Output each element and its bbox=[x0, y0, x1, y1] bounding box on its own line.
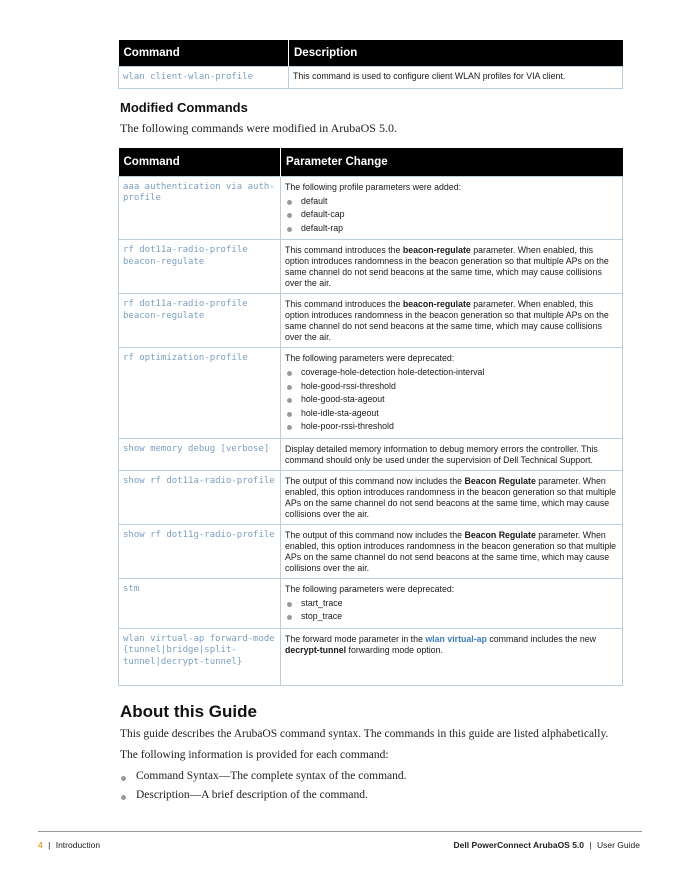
column-header-command: Command bbox=[119, 148, 281, 176]
cell-text: The following parameters were deprecated: bbox=[285, 583, 455, 594]
list-item: Command Syntax—The complete syntax of the command. bbox=[120, 770, 407, 782]
modified-commands-table bbox=[118, 148, 623, 686]
table-row bbox=[119, 470, 623, 524]
command-cell: wlan client-wlan-profile bbox=[119, 66, 289, 88]
command-cell: stm bbox=[119, 578, 281, 628]
table-header-row bbox=[119, 40, 623, 66]
parameter-name: decrypt-tunnel bbox=[285, 644, 347, 655]
column-header-command: Command bbox=[119, 40, 289, 66]
cell-text: parameter. When enabled, this option introduces randomness in the beacon generation so that multiple APs on the same channel do not send beacons at the same time, which may cause collisions over the air. bbox=[285, 299, 609, 342]
table-row bbox=[119, 294, 623, 348]
list-item: Description—A brief description of the command. bbox=[120, 789, 368, 801]
cell-text: parameter. When enabled, this option introduces randomness in the beacon generation so that multiple APs on the same channel do not send beacons at the same time, which may cause collisions over the air. bbox=[285, 529, 617, 573]
bullet-list bbox=[285, 597, 618, 624]
section-heading-modified-commands: Modified Commands bbox=[120, 100, 248, 115]
about-guide-paragraph: The following information is provided for each command: bbox=[120, 749, 389, 761]
parameter-name: Beacon Regulate bbox=[464, 475, 536, 486]
parameter-change-cell: Display detailed memory information to debug memory errors the controller. This command should only be used under the supervision of Dell Technical Support. bbox=[281, 438, 623, 470]
command-cell: show rf dot11g-radio-profile bbox=[119, 524, 281, 578]
cell-text: The following parameters were deprecated: bbox=[285, 353, 455, 363]
parameter-change-cell bbox=[281, 524, 623, 578]
cell-text: forwarding mode option. bbox=[346, 644, 443, 655]
column-header-parameter-change: Parameter Change bbox=[281, 148, 623, 176]
description-cell: This command is used to configure client WLAN profiles for VIA client. bbox=[289, 66, 623, 88]
list-item: default-rap bbox=[285, 222, 618, 236]
parameter-name: Beacon Regulate bbox=[464, 529, 536, 540]
cell-text: This command introduces the bbox=[285, 245, 403, 255]
footer-divider bbox=[38, 831, 642, 832]
command-cell: show rf dot11a-radio-profile bbox=[119, 470, 281, 524]
cell-text: command includes the new bbox=[486, 633, 596, 644]
footer-chapter: Introduction bbox=[55, 840, 101, 850]
list-item: default-cap bbox=[285, 208, 618, 222]
about-guide-paragraph: This guide describes the ArubaOS command syntax. The commands in this guide are listed alphabetically. bbox=[120, 728, 609, 740]
table-row bbox=[119, 438, 623, 470]
command-cell: rf optimization-profile bbox=[119, 348, 281, 439]
table-row bbox=[119, 240, 623, 294]
footer-separator: | bbox=[589, 840, 592, 850]
footer-separator: | bbox=[48, 840, 51, 850]
page-number: 4 bbox=[38, 840, 43, 850]
footer-product: Dell PowerConnect ArubaOS 5.0 bbox=[453, 840, 585, 850]
table-row bbox=[119, 628, 623, 685]
list-item: default bbox=[285, 195, 618, 209]
parameter-name: beacon-regulate bbox=[402, 299, 471, 309]
table-row bbox=[119, 348, 623, 439]
command-cell: show memory debug [verbose] bbox=[119, 438, 281, 470]
footer-left bbox=[38, 840, 100, 850]
list-item: coverage-hole-detection hole-detection-interval bbox=[285, 366, 618, 380]
list-item: hole-idle-sta-ageout bbox=[285, 407, 618, 421]
list-item: stop_trace bbox=[285, 610, 618, 624]
table-row bbox=[119, 66, 623, 88]
cell-text: parameter. When enabled, this option introduces randomness in the beacon generation so that multiple APs on the same channel do not send beacons at the same time, which may cause collisions over the air. bbox=[285, 245, 609, 288]
wlan-virtual-ap-link[interactable]: wlan virtual-ap bbox=[425, 633, 487, 644]
parameter-name: beacon-regulate bbox=[402, 245, 471, 255]
new-commands-table bbox=[118, 40, 623, 89]
footer-doc-type: User Guide bbox=[597, 840, 640, 850]
column-header-description: Description bbox=[289, 40, 623, 66]
bullet-list bbox=[285, 366, 618, 434]
list-item: start_trace bbox=[285, 597, 618, 611]
list-item: hole-poor-rssi-threshold bbox=[285, 420, 618, 434]
table-row bbox=[119, 524, 623, 578]
list-item: hole-good-sta-ageout bbox=[285, 393, 618, 407]
table-row bbox=[119, 176, 623, 240]
parameter-change-cell bbox=[281, 176, 623, 240]
command-cell: rf dot11a-radio-profile beacon-regulate bbox=[119, 294, 281, 348]
list-item: hole-good-rssi-threshold bbox=[285, 380, 618, 394]
cell-text: parameter. When enabled, this option introduces randomness in the beacon generation so that multiple APs on the same channel do not send beacons at the same time, which may cause collisions over the air. bbox=[285, 475, 617, 519]
parameter-change-cell bbox=[281, 578, 623, 628]
cell-text: The output of this command now includes the bbox=[285, 529, 465, 540]
section-heading-about-this-guide: About this Guide bbox=[120, 702, 257, 721]
table-header-row bbox=[119, 148, 623, 176]
parameter-change-cell bbox=[281, 240, 623, 294]
command-cell: wlan virtual-ap forward-mode {tunnel|bridge|split-tunnel|decrypt-tunnel} bbox=[119, 628, 281, 685]
parameter-change-cell bbox=[281, 348, 623, 439]
bullet-list bbox=[285, 195, 618, 236]
cell-text: The output of this command now includes the bbox=[285, 475, 465, 486]
parameter-change-cell bbox=[281, 628, 623, 685]
cell-text: The following profile parameters were added: bbox=[285, 181, 462, 192]
cell-text: This command introduces the bbox=[285, 299, 403, 309]
table-row bbox=[119, 578, 623, 628]
footer-right bbox=[454, 840, 641, 850]
parameter-change-cell bbox=[281, 294, 623, 348]
parameter-change-cell bbox=[281, 470, 623, 524]
command-cell: rf dot11a-radio-profile beacon-regulate bbox=[119, 240, 281, 294]
cell-text: The forward mode parameter in the bbox=[285, 633, 426, 644]
command-cell: aaa authentication via auth-profile bbox=[119, 176, 281, 240]
modified-commands-intro: The following commands were modified in ArubaOS 5.0. bbox=[120, 121, 397, 135]
